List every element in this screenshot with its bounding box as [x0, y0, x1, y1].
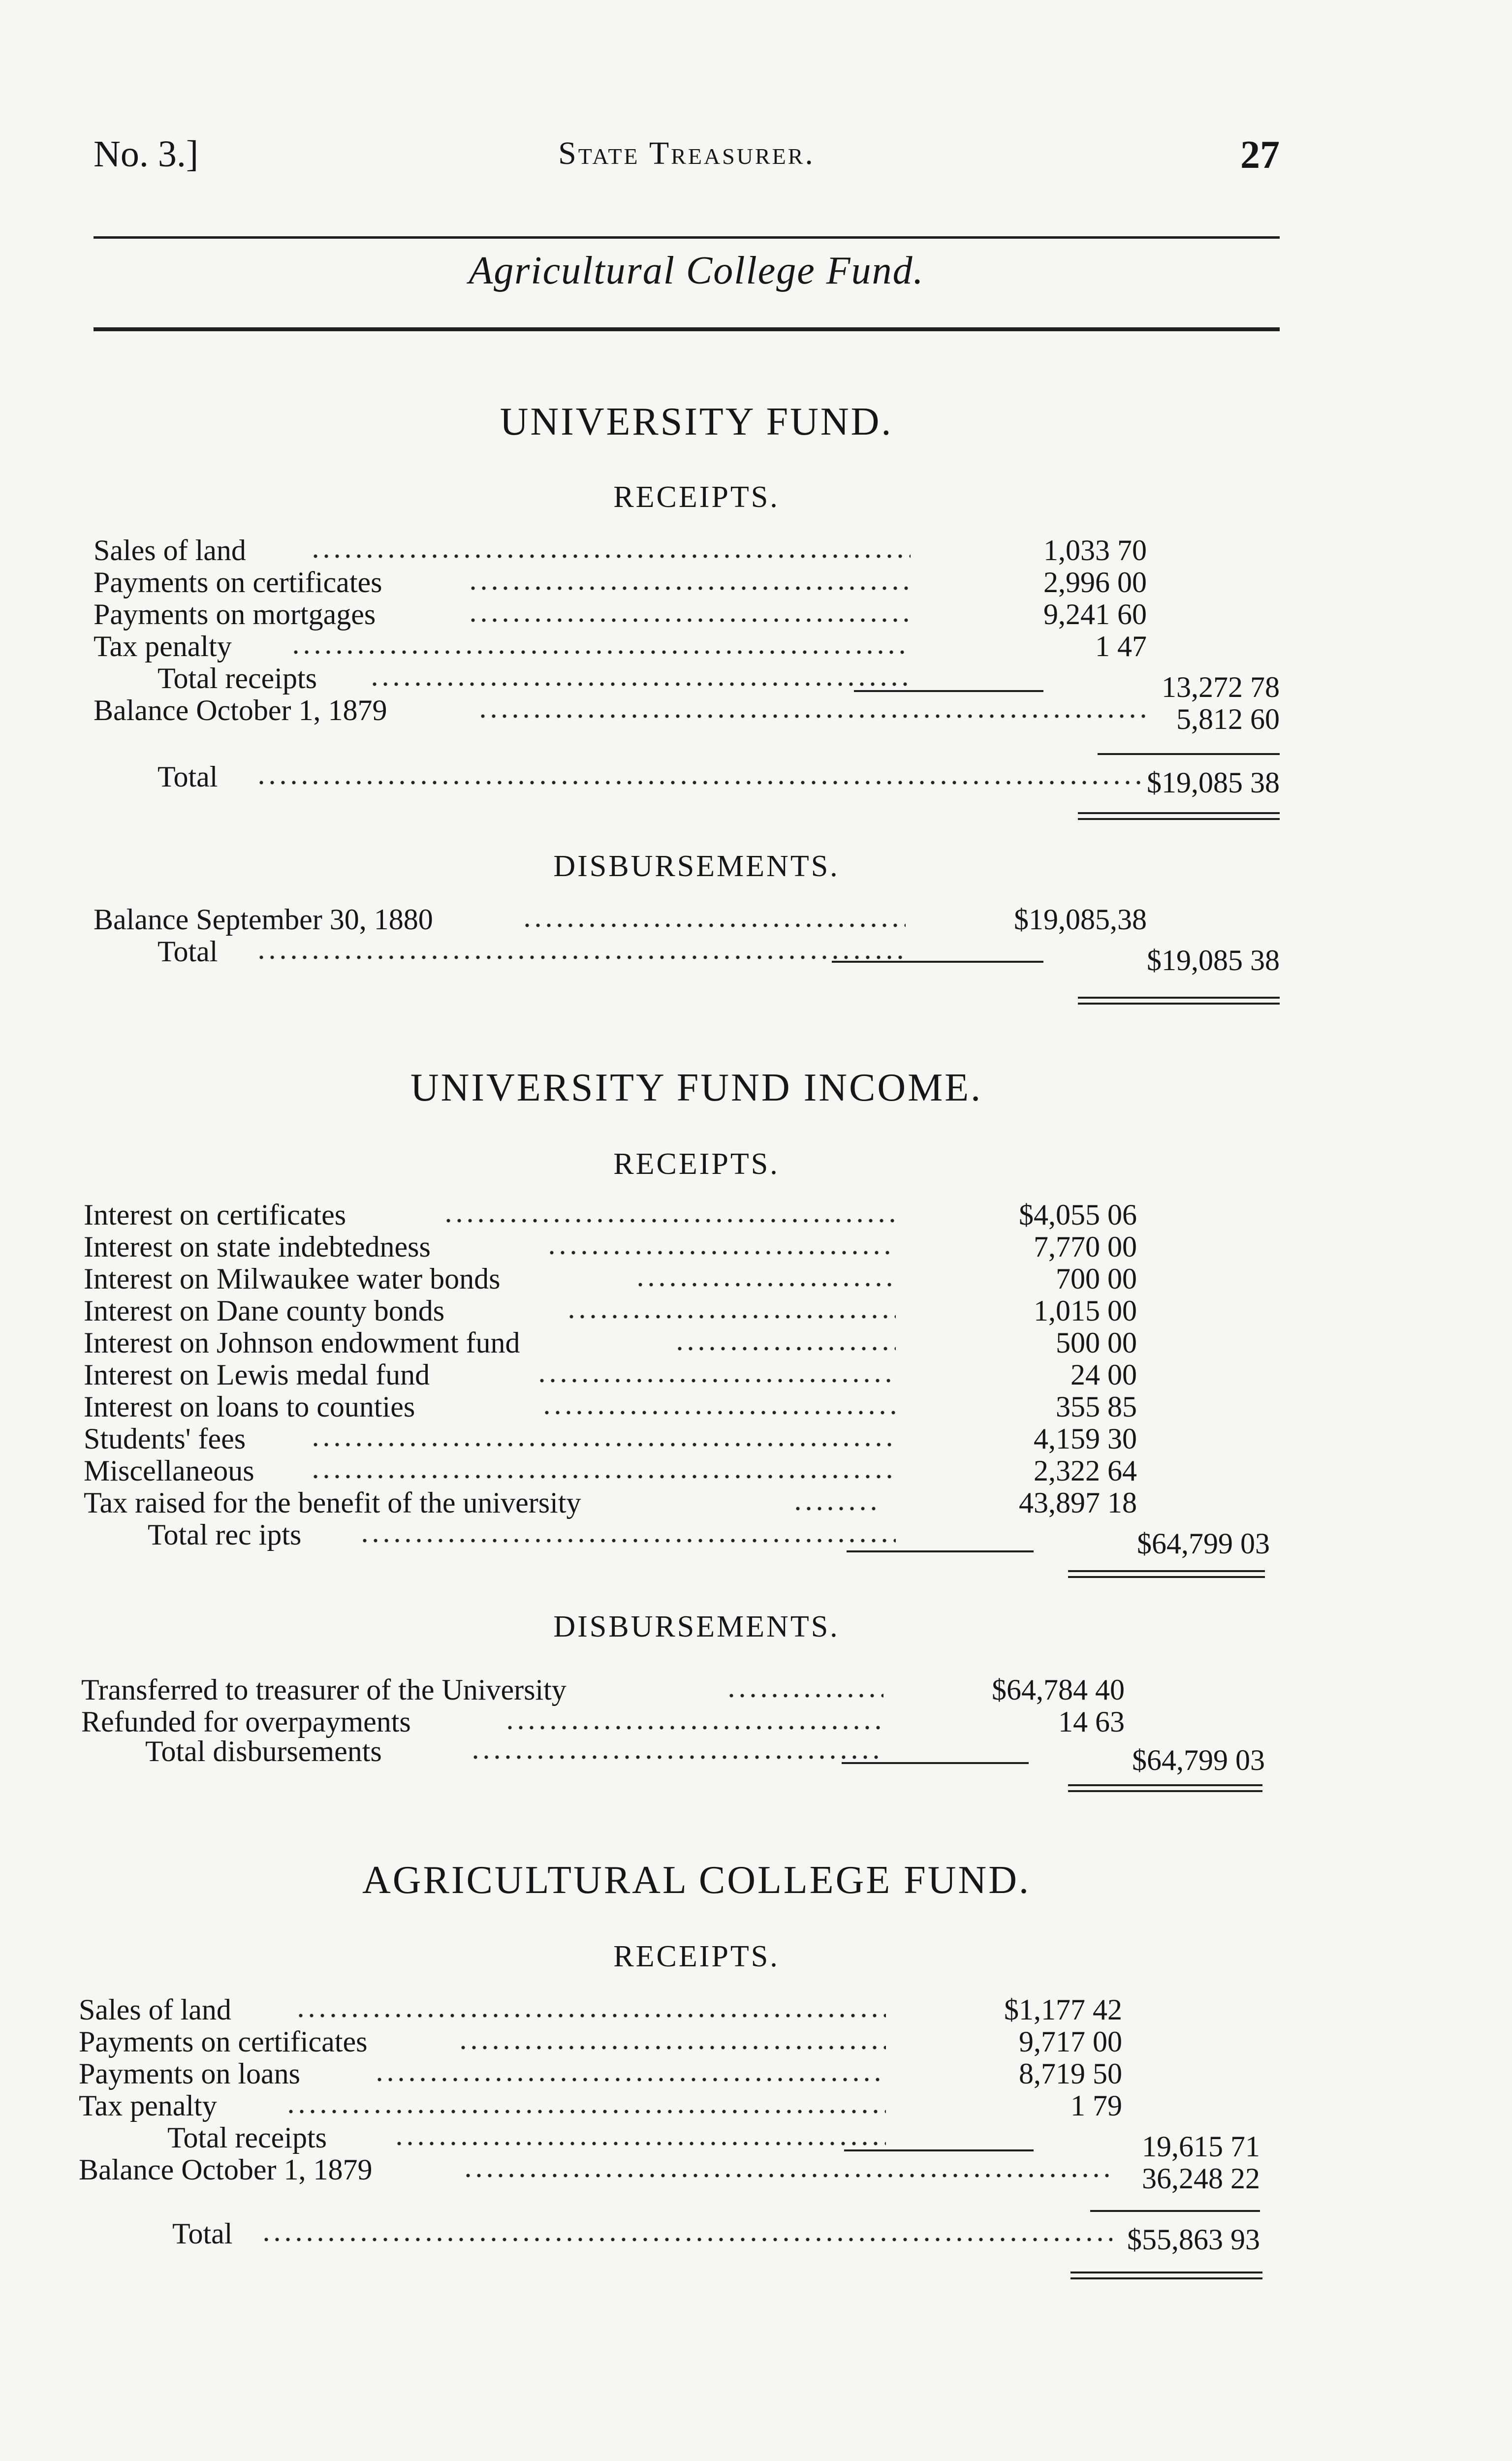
row-amount: $55,863 93 [1127, 2223, 1260, 2256]
row-amount: 43,897 18 [1019, 1486, 1137, 1519]
income-disbursements-heading: DISBURSEMENTS. [553, 1610, 840, 1643]
ledger-row [84, 1486, 1275, 1519]
leader-dots [536, 1378, 896, 1383]
row-amount: 9,241 60 [1043, 598, 1147, 631]
total-receipts-row [94, 662, 1280, 703]
ledger-row [79, 2025, 1270, 2058]
leader-dots [566, 1314, 896, 1319]
running-header [94, 133, 1280, 187]
row-label: Total [158, 935, 218, 968]
total-rule [1098, 753, 1280, 755]
agri-receipts-heading: RECEIPTS. [613, 1940, 780, 1973]
total-disbursements-row [81, 1735, 1272, 1776]
double-rule [1078, 812, 1280, 820]
total-rule [1090, 2210, 1260, 2212]
leader-dots [546, 1250, 896, 1255]
leader-dots [522, 923, 906, 928]
row-amount: 24 00 [1071, 1358, 1137, 1391]
row-label: Payments on mortgages [94, 598, 376, 631]
row-label: Balance September 30, 1880 [94, 903, 433, 936]
row-label: Tax raised for the benefit of the university [84, 1486, 581, 1519]
row-amount: 1,015 00 [1034, 1294, 1137, 1327]
row-amount: $1,177 42 [1004, 1993, 1122, 2026]
row-label: Sales of land [94, 534, 246, 567]
row-label: Miscellaneous [84, 1454, 254, 1487]
ledger-row [94, 566, 1280, 599]
leader-dots [290, 650, 911, 655]
row-amount: $64,799 03 [1132, 1744, 1265, 1776]
row-amount: $4,055 06 [1019, 1199, 1137, 1231]
row-label: Interest on certificates [84, 1199, 346, 1231]
leader-dots [256, 780, 1142, 785]
leader-dots [285, 2109, 886, 2114]
leader-dots [443, 1218, 896, 1223]
double-rule [1078, 997, 1280, 1005]
total-receipts-row [84, 1518, 1275, 1560]
row-label: Total [172, 2217, 233, 2250]
leader-dots [458, 2045, 886, 2050]
row-label: Payments on certificates [79, 2025, 368, 2058]
ledger-row [84, 1422, 1275, 1455]
ledger-row [94, 598, 1280, 631]
double-rule [1068, 1570, 1265, 1578]
university-fund-receipts-heading: RECEIPTS. [613, 480, 780, 514]
row-amount: 500 00 [1056, 1326, 1137, 1359]
leader-dots [374, 2077, 886, 2082]
row-amount: 9,717 00 [1019, 2025, 1122, 2058]
section-subtitle: Agricultural College Fund. [469, 249, 924, 292]
row-label: Balance October 1, 1879 [94, 694, 387, 726]
row-label: Total receipts [158, 662, 317, 694]
leader-dots [310, 554, 911, 559]
ledger-row [79, 1993, 1270, 2026]
row-amount: $19,085 38 [1147, 944, 1280, 977]
row-label: Sales of land [79, 1993, 231, 2026]
ledger-row [79, 2089, 1270, 2122]
ledger-row [84, 1199, 1275, 1231]
row-label: Interest on loans to counties [84, 1390, 415, 1423]
ledger-row [94, 630, 1280, 663]
subtitle-rule [94, 327, 1280, 331]
row-label: Balance October 1, 1879 [79, 2153, 373, 2186]
double-rule [1068, 1784, 1262, 1792]
row-label: Total receipts [167, 2121, 327, 2154]
balance-row [94, 694, 1280, 735]
university-fund-title: UNIVERSITY FUND. [500, 400, 893, 443]
row-amount: 13,272 78 [1162, 671, 1280, 703]
ledger-row [84, 1294, 1275, 1327]
row-amount: 14 63 [1058, 1705, 1125, 1738]
row-label: Interest on Milwaukee water bonds [84, 1262, 501, 1295]
leader-dots [463, 2173, 1112, 2178]
row-amount: 8,719 50 [1019, 2057, 1122, 2090]
ledger-row [84, 1390, 1275, 1423]
leader-dots [468, 586, 911, 591]
ledger-row [94, 903, 1280, 936]
row-label: Interest on state indebtedness [84, 1230, 431, 1263]
leader-dots [792, 1506, 876, 1511]
row-label: Refunded for overpayments [81, 1705, 411, 1738]
row-label: Payments on certificates [94, 566, 382, 599]
running-title: State Treasurer. [558, 135, 815, 171]
ledger-row [79, 2057, 1270, 2090]
document-number: No. 3.] [94, 133, 199, 175]
leader-dots [504, 1725, 883, 1730]
row-amount: $64,784 40 [992, 1673, 1125, 1706]
row-label: Interest on Lewis medal fund [84, 1358, 430, 1391]
row-label: Total [158, 760, 218, 793]
row-amount: 1,033 70 [1043, 534, 1147, 567]
row-label: Tax penalty [94, 630, 232, 663]
row-label: Payments on loans [79, 2057, 300, 2090]
row-amount: 36,248 22 [1142, 2162, 1260, 2195]
page-number: 27 [1240, 133, 1280, 177]
ledger-row [84, 1358, 1275, 1391]
ledger-row [81, 1673, 1272, 1706]
header-rule [94, 236, 1280, 239]
leader-dots [541, 1410, 896, 1415]
leader-dots [256, 955, 906, 960]
leader-dots [295, 2013, 886, 2018]
agricultural-college-fund-title: AGRICULTURAL COLLEGE FUND. [362, 1859, 1031, 1902]
double-rule [1071, 2272, 1262, 2279]
income-receipts-heading: RECEIPTS. [613, 1147, 780, 1181]
leader-dots [369, 682, 911, 687]
row-amount: 1 47 [1095, 630, 1147, 663]
leader-dots [359, 1538, 896, 1543]
leader-dots [477, 714, 1147, 719]
ledger-row [84, 1230, 1275, 1263]
row-label: Total disbursements [145, 1735, 382, 1767]
row-label: Tax penalty [79, 2089, 217, 2122]
university-fund-disbursements-heading: DISBURSEMENTS. [553, 850, 840, 883]
balance-row [79, 2153, 1270, 2195]
total-row [94, 935, 1280, 977]
row-amount: 19,615 71 [1142, 2130, 1260, 2163]
row-amount: 7,770 00 [1034, 1230, 1137, 1263]
row-amount: 5,812 60 [1176, 703, 1280, 735]
row-amount: $19,085 38 [1147, 766, 1280, 799]
leader-dots [310, 1442, 896, 1447]
row-label: Students' fees [84, 1422, 246, 1455]
leader-dots [674, 1346, 896, 1351]
leader-dots [726, 1693, 883, 1698]
ledger-row [84, 1454, 1275, 1487]
leader-dots [635, 1282, 896, 1287]
total-row [94, 760, 1280, 799]
row-amount: 1 79 [1071, 2089, 1122, 2122]
leader-dots [470, 1755, 883, 1760]
row-label: Transferred to treasurer of the University [81, 1673, 567, 1706]
row-amount: 2,322 64 [1034, 1454, 1137, 1487]
row-label: Interest on Dane county bonds [84, 1294, 445, 1327]
leader-dots [468, 618, 911, 623]
ledger-row [84, 1326, 1275, 1359]
row-amount: 4,159 30 [1034, 1422, 1137, 1455]
row-amount: 700 00 [1056, 1262, 1137, 1295]
ledger-row [94, 534, 1280, 567]
total-row [79, 2217, 1270, 2256]
row-amount: 2,996 00 [1043, 566, 1147, 599]
ledger-row [84, 1262, 1275, 1295]
row-label: Interest on Johnson endowment fund [84, 1326, 520, 1359]
total-receipts-row [79, 2121, 1270, 2163]
row-amount: $64,799 03 [1137, 1527, 1270, 1560]
ledger-row [81, 1705, 1272, 1738]
row-amount: $19,085,38 [1014, 903, 1147, 936]
leader-dots [310, 1474, 896, 1479]
leader-dots [261, 2237, 1112, 2242]
leader-dots [394, 2141, 886, 2146]
university-fund-income-title: UNIVERSITY FUND INCOME. [410, 1066, 983, 1109]
row-amount: 355 85 [1056, 1390, 1137, 1423]
row-label: Total rec ipts [148, 1518, 302, 1551]
